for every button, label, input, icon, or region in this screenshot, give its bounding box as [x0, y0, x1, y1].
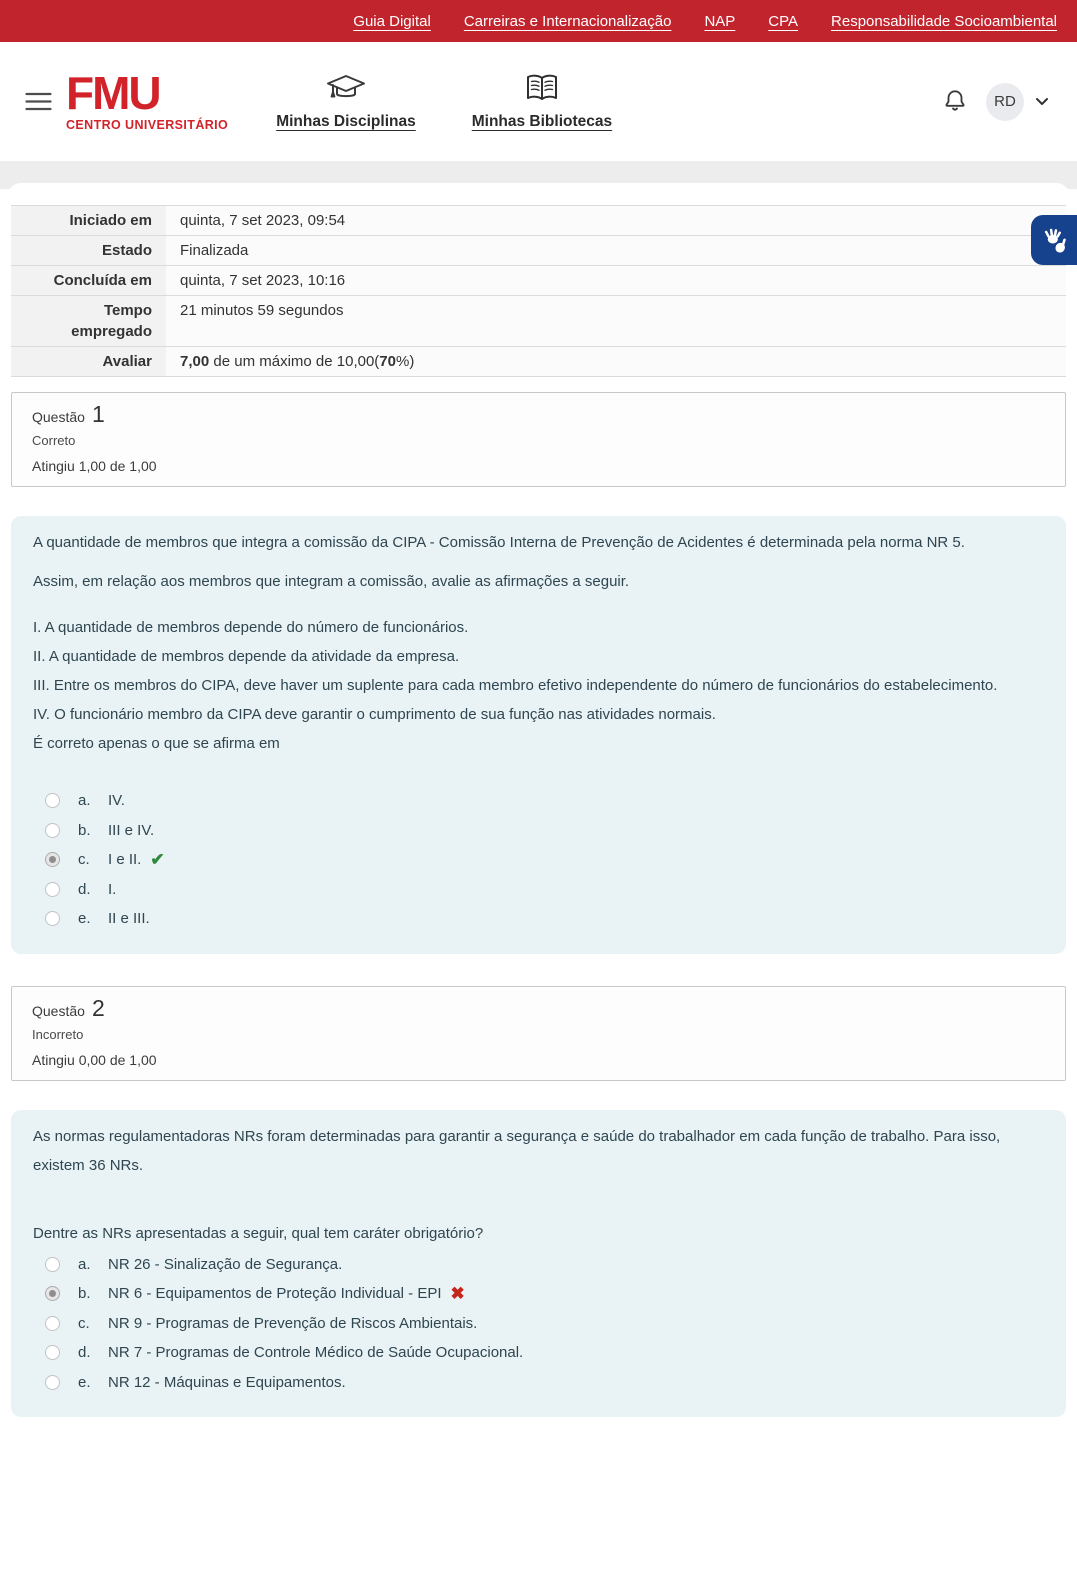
- question-number: 2: [91, 994, 105, 1021]
- option-text: II e III.: [108, 910, 150, 928]
- question-1-info: [11, 392, 1066, 487]
- answer-option-d[interactable]: [33, 875, 1044, 905]
- option-letter: c.: [78, 851, 90, 869]
- option-text: III e IV.: [108, 821, 155, 839]
- question-title: [32, 995, 1045, 1022]
- statement-1: I. A quantidade de membros depende do número de funcionários.: [33, 619, 469, 636]
- accessibility-libras-button[interactable]: [1031, 215, 1077, 265]
- option-letter: d.: [78, 1344, 91, 1362]
- answer-options: [33, 786, 1044, 934]
- summary-row-concluida: [11, 265, 1066, 295]
- answer-option-e[interactable]: [33, 1368, 1044, 1398]
- answer-option-a[interactable]: [33, 786, 1044, 816]
- question-1-content: [11, 516, 1066, 954]
- option-letter: e.: [78, 1373, 91, 1391]
- nav-label-disciplinas: Minhas Disciplinas: [276, 112, 416, 130]
- option-text: NR 12 - Máquinas e Equipamentos.: [108, 1373, 346, 1391]
- answer-options: [33, 1250, 1044, 1398]
- avatar-initials: RD: [994, 93, 1016, 110]
- question-number: 1: [91, 401, 105, 427]
- question-state: Correto: [32, 433, 76, 448]
- question-text: Assim, em relação aos membros que integram a comissão, avalie as afirmações a seguir.: [33, 573, 630, 590]
- wrong-answer-cross-icon: ✖: [450, 1284, 465, 1304]
- chevron-down-icon[interactable]: [1035, 97, 1049, 106]
- summary-grade-value: [166, 347, 1066, 376]
- sign-language-hands-icon: [1041, 227, 1068, 254]
- option-text: I.: [108, 880, 117, 898]
- summary-row-iniciado: [11, 205, 1066, 235]
- topbar: [0, 0, 1077, 42]
- question-prompt: Dentre as NRs apresentadas a seguir, qual tem caráter obrigatório?: [33, 1224, 484, 1242]
- radio-button[interactable]: [45, 1257, 60, 1272]
- summary-row-avaliar: [11, 346, 1066, 376]
- summary-value: quinta, 7 set 2023, 10:16: [166, 266, 1066, 295]
- answer-option-a[interactable]: [33, 1250, 1044, 1280]
- logo-text: FMU: [66, 66, 160, 119]
- option-letter: b.: [78, 821, 91, 839]
- option-letter: d.: [78, 880, 91, 898]
- nav-minhas-disciplinas[interactable]: [276, 73, 416, 131]
- hamburger-icon: [25, 92, 52, 111]
- answer-option-b[interactable]: [33, 1279, 1044, 1309]
- question-2-info: [11, 986, 1066, 1081]
- grade-text: de um máximo de 10,00(: [209, 353, 380, 370]
- grade-achieved: 7,00: [180, 353, 210, 370]
- open-book-icon: [523, 73, 561, 108]
- question-score: Atingiu 1,00 de 1,00: [32, 458, 157, 474]
- answer-option-d[interactable]: [33, 1338, 1044, 1368]
- answer-option-c[interactable]: [33, 1309, 1044, 1339]
- logo-subtext: CENTRO UNIVERSITÁRIO: [66, 117, 229, 132]
- question-title-label: Questão: [32, 409, 85, 425]
- question-2-content: [11, 1110, 1066, 1418]
- option-text: NR 6 - Equipamentos de Proteção Individual - EPI: [108, 1285, 442, 1303]
- summary-value: quinta, 7 set 2023, 09:54: [166, 206, 1066, 235]
- nav-minhas-bibliotecas[interactable]: [472, 73, 612, 131]
- summary-label: Avaliar: [11, 347, 166, 376]
- summary-row-estado: [11, 235, 1066, 265]
- option-letter: e.: [78, 910, 91, 928]
- question-state: Incorreto: [32, 1026, 84, 1042]
- main-content: [7, 183, 1070, 1570]
- radio-button[interactable]: [45, 793, 60, 808]
- topbar-link-carreiras[interactable]: Carreiras e Internacionalização: [463, 12, 672, 30]
- grade-percent: 70: [379, 353, 396, 370]
- radio-button[interactable]: [45, 823, 60, 838]
- answer-option-e[interactable]: [33, 904, 1044, 934]
- question-text: A quantidade de membros que integra a comissão da CIPA - Comissão Interna de Prevenção de Acidentes é determinada pela norma NR 5.: [33, 534, 965, 551]
- statement-4: IV. O funcionário membro da CIPA deve garantir o cumprimento de sua função nas atividades normais.: [33, 706, 716, 723]
- summary-label: Iniciado em: [11, 206, 166, 235]
- radio-button[interactable]: [45, 1345, 60, 1360]
- summary-value: 21 minutos 59 segundos: [166, 296, 1066, 346]
- topbar-link-cpa[interactable]: CPA: [768, 12, 799, 30]
- radio-button[interactable]: [45, 1286, 60, 1301]
- attempt-summary-table: [11, 205, 1066, 377]
- bell-icon: [942, 87, 968, 113]
- question-score: Atingiu 0,00 de 1,00: [32, 1051, 157, 1068]
- option-text: NR 9 - Programas de Prevenção de Riscos Ambientais.: [108, 1314, 478, 1332]
- main-nav: [276, 73, 612, 131]
- question-title: [32, 401, 1045, 428]
- topbar-link-nap[interactable]: NAP: [704, 12, 736, 30]
- summary-label: Tempo empregado: [11, 296, 166, 346]
- summary-row-tempo: [11, 295, 1066, 346]
- option-text: IV.: [108, 792, 125, 810]
- option-text: NR 26 - Sinalização de Segurança.: [108, 1255, 343, 1273]
- notifications-button[interactable]: [942, 87, 968, 116]
- logo[interactable]: [66, 66, 229, 132]
- question-title-label: Questão: [32, 1002, 85, 1019]
- user-menu[interactable]: [986, 83, 1049, 121]
- question-prompt: É correto apenas o que se afirma em: [33, 735, 280, 752]
- option-letter: b.: [78, 1285, 91, 1303]
- statement-3: III. Entre os membros do CIPA, deve haver um suplente para cada membro efetivo independente do número de funcionários do estabelecimento.: [33, 677, 998, 694]
- summary-label: Concluída em: [11, 266, 166, 295]
- option-text: NR 7 - Programas de Controle Médico de Saúde Ocupacional.: [108, 1344, 524, 1362]
- header: [0, 42, 1077, 161]
- topbar-link-responsabilidade[interactable]: Responsabilidade Socioambiental: [831, 12, 1057, 30]
- avatar[interactable]: [986, 83, 1024, 121]
- topbar-links: [353, 13, 1057, 30]
- nav-label-bibliotecas: Minhas Bibliotecas: [471, 112, 613, 130]
- radio-button[interactable]: [45, 1375, 60, 1390]
- topbar-link-guia-digital[interactable]: Guia Digital: [353, 12, 431, 30]
- answer-option-b[interactable]: [33, 816, 1044, 846]
- answer-option-c[interactable]: [33, 845, 1044, 875]
- option-letter: a.: [78, 792, 91, 810]
- graduation-cap-icon: [325, 73, 367, 108]
- header-right: [942, 83, 1049, 121]
- statement-2: II. A quantidade de membros depende da atividade da empresa.: [33, 648, 460, 665]
- menu-button[interactable]: [25, 92, 52, 111]
- radio-button[interactable]: [45, 882, 60, 897]
- grade-text-end: %): [395, 353, 415, 370]
- radio-button[interactable]: [45, 852, 60, 867]
- summary-label: Estado: [11, 236, 166, 265]
- option-letter: c.: [78, 1314, 90, 1332]
- question-text: As normas regulamentadoras NRs foram determinadas para garantir a segurança e saúde do trabalhador em cada função de trabalho. Para isso, existem 36 NRs.: [33, 1127, 1001, 1174]
- option-text: I e II.: [108, 851, 142, 869]
- radio-button[interactable]: [45, 1316, 60, 1331]
- option-letter: a.: [78, 1255, 91, 1273]
- correct-answer-check-icon: ✔: [150, 850, 165, 870]
- radio-button[interactable]: [45, 911, 60, 926]
- summary-value: Finalizada: [166, 236, 1066, 265]
